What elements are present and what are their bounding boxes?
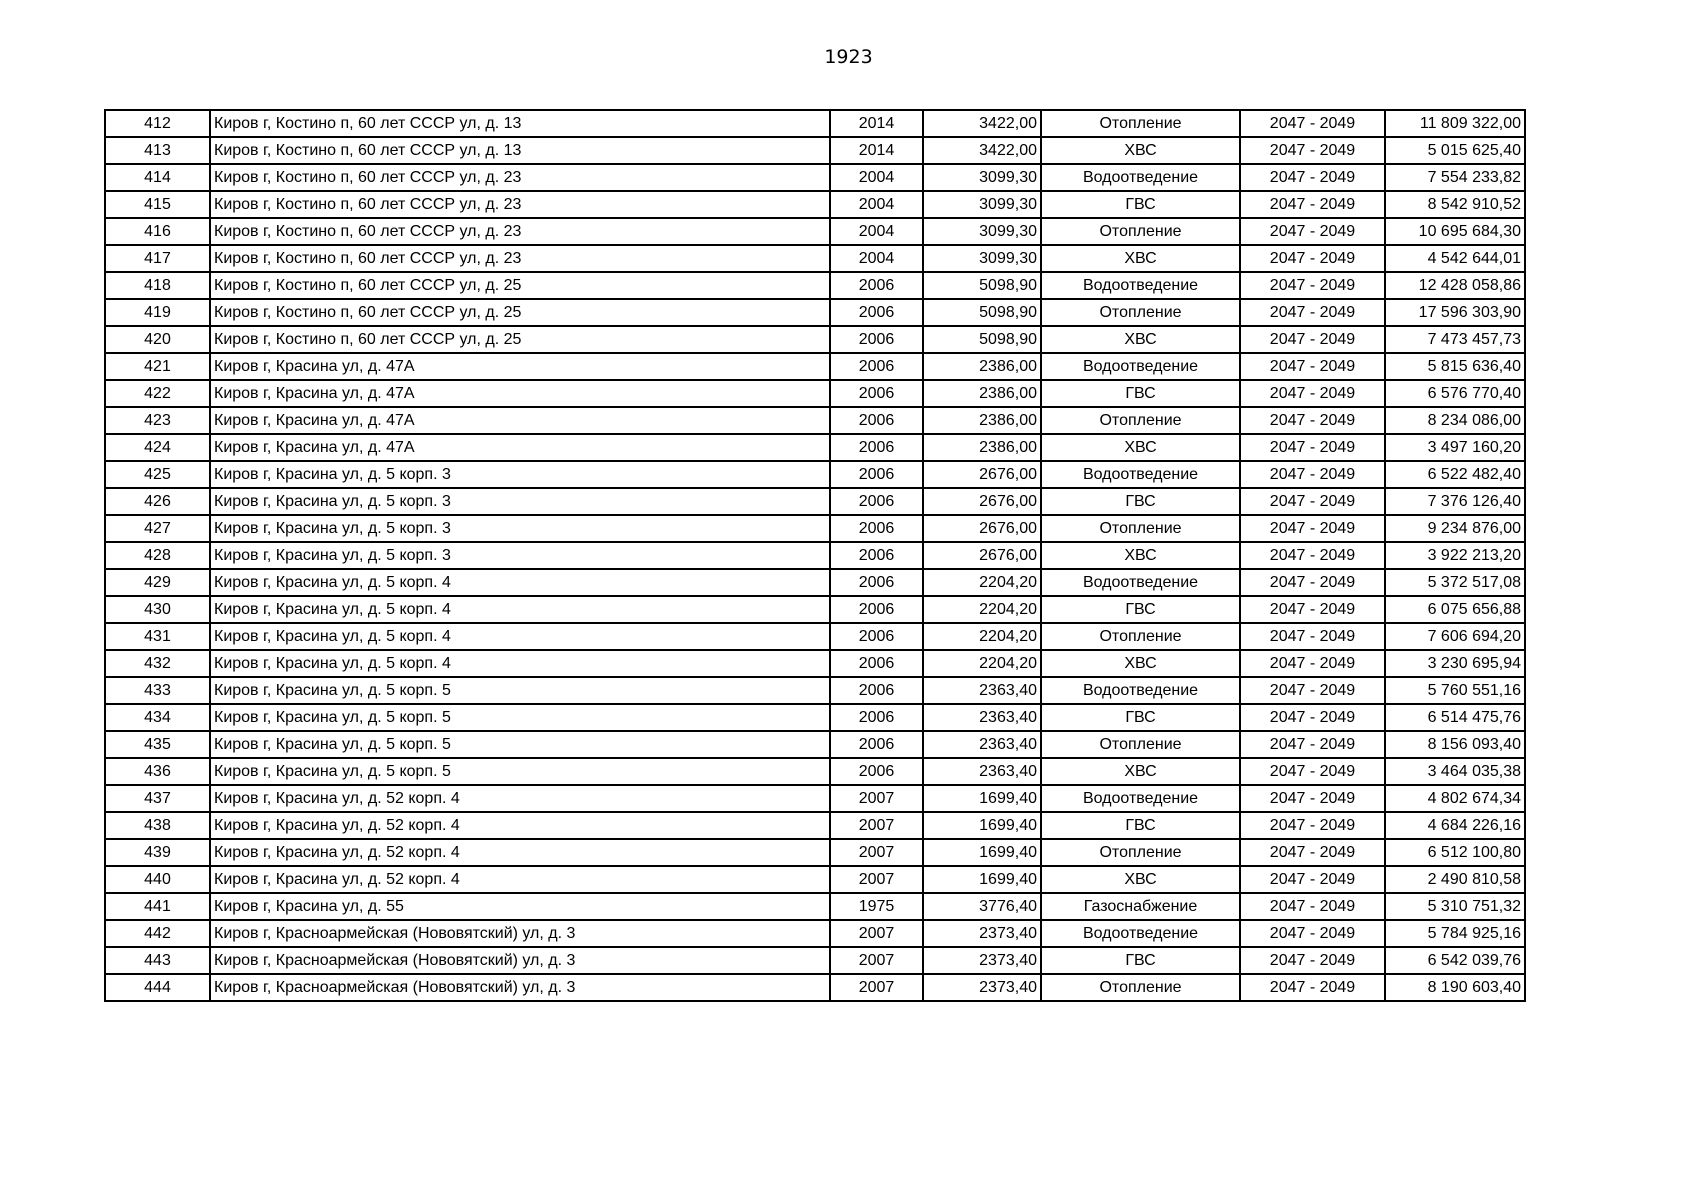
address-cell: Киров г, Красина ул, д. 5 корп. 5 (210, 677, 830, 704)
area-cell: 1699,40 (923, 812, 1041, 839)
area-cell: 2386,00 (923, 380, 1041, 407)
row-number-cell: 429 (105, 569, 210, 596)
amount-cell: 4 542 644,01 (1385, 245, 1525, 272)
period-cell: 2047 - 2049 (1240, 245, 1385, 272)
period-cell: 2047 - 2049 (1240, 434, 1385, 461)
table-row (105, 353, 1525, 380)
year-built-cell: 2006 (830, 488, 923, 515)
table-row (105, 812, 1525, 839)
table-row (105, 245, 1525, 272)
row-number-cell: 422 (105, 380, 210, 407)
address-cell: Киров г, Красина ул, д. 52 корп. 4 (210, 866, 830, 893)
period-cell: 2047 - 2049 (1240, 677, 1385, 704)
address-cell: Киров г, Красина ул, д. 47А (210, 407, 830, 434)
area-cell: 2204,20 (923, 623, 1041, 650)
service-type-cell: ХВС (1041, 137, 1240, 164)
amount-cell: 5 310 751,32 (1385, 893, 1525, 920)
year-built-cell: 2006 (830, 434, 923, 461)
year-built-cell: 2007 (830, 785, 923, 812)
service-type-cell: Водоотведение (1041, 569, 1240, 596)
service-type-cell: ГВС (1041, 704, 1240, 731)
amount-cell: 5 760 551,16 (1385, 677, 1525, 704)
area-cell: 2386,00 (923, 434, 1041, 461)
service-type-cell: Отопление (1041, 974, 1240, 1001)
area-cell: 5098,90 (923, 299, 1041, 326)
service-type-cell: Отопление (1041, 515, 1240, 542)
period-cell: 2047 - 2049 (1240, 866, 1385, 893)
service-type-cell: Водоотведение (1041, 164, 1240, 191)
amount-cell: 10 695 684,30 (1385, 218, 1525, 245)
table-row (105, 110, 1525, 137)
service-type-cell: Отопление (1041, 218, 1240, 245)
service-type-cell: Водоотведение (1041, 272, 1240, 299)
amount-cell: 3 497 160,20 (1385, 434, 1525, 461)
service-type-cell: ГВС (1041, 191, 1240, 218)
amount-cell: 5 815 636,40 (1385, 353, 1525, 380)
address-cell: Киров г, Красина ул, д. 5 корп. 3 (210, 488, 830, 515)
address-cell: Киров г, Костино п, 60 лет СССР ул, д. 23 (210, 245, 830, 272)
period-cell: 2047 - 2049 (1240, 704, 1385, 731)
table-row (105, 515, 1525, 542)
year-built-cell: 2006 (830, 650, 923, 677)
period-cell: 2047 - 2049 (1240, 461, 1385, 488)
amount-cell: 6 576 770,40 (1385, 380, 1525, 407)
row-number-cell: 412 (105, 110, 210, 137)
year-built-cell: 2007 (830, 812, 923, 839)
area-cell: 3422,00 (923, 110, 1041, 137)
year-built-cell: 1975 (830, 893, 923, 920)
year-built-cell: 2004 (830, 218, 923, 245)
amount-cell: 7 473 457,73 (1385, 326, 1525, 353)
amount-cell: 3 230 695,94 (1385, 650, 1525, 677)
address-cell: Киров г, Красина ул, д. 5 корп. 5 (210, 731, 830, 758)
period-cell: 2047 - 2049 (1240, 785, 1385, 812)
table-row (105, 947, 1525, 974)
address-cell: Киров г, Костино п, 60 лет СССР ул, д. 25 (210, 299, 830, 326)
period-cell: 2047 - 2049 (1240, 407, 1385, 434)
table-row (105, 650, 1525, 677)
area-cell: 2204,20 (923, 569, 1041, 596)
service-type-cell: Водоотведение (1041, 353, 1240, 380)
row-number-cell: 421 (105, 353, 210, 380)
amount-cell: 8 234 086,00 (1385, 407, 1525, 434)
table-row (105, 137, 1525, 164)
period-cell: 2047 - 2049 (1240, 299, 1385, 326)
period-cell: 2047 - 2049 (1240, 110, 1385, 137)
service-type-cell: ХВС (1041, 758, 1240, 785)
address-cell: Киров г, Красина ул, д. 5 корп. 5 (210, 758, 830, 785)
address-cell: Киров г, Красина ул, д. 5 корп. 3 (210, 542, 830, 569)
address-cell: Киров г, Костино п, 60 лет СССР ул, д. 23 (210, 218, 830, 245)
table-row (105, 704, 1525, 731)
service-type-cell: Водоотведение (1041, 461, 1240, 488)
period-cell: 2047 - 2049 (1240, 920, 1385, 947)
address-cell: Киров г, Красина ул, д. 5 корп. 4 (210, 623, 830, 650)
row-number-cell: 431 (105, 623, 210, 650)
row-number-cell: 432 (105, 650, 210, 677)
row-number-cell: 442 (105, 920, 210, 947)
amount-cell: 3 922 213,20 (1385, 542, 1525, 569)
period-cell: 2047 - 2049 (1240, 812, 1385, 839)
period-cell: 2047 - 2049 (1240, 272, 1385, 299)
period-cell: 2047 - 2049 (1240, 542, 1385, 569)
year-built-cell: 2006 (830, 569, 923, 596)
year-built-cell: 2006 (830, 407, 923, 434)
amount-cell: 6 075 656,88 (1385, 596, 1525, 623)
row-number-cell: 428 (105, 542, 210, 569)
area-cell: 1699,40 (923, 866, 1041, 893)
amount-cell: 4 684 226,16 (1385, 812, 1525, 839)
area-cell: 2204,20 (923, 650, 1041, 677)
amount-cell: 7 606 694,20 (1385, 623, 1525, 650)
amount-cell: 4 802 674,34 (1385, 785, 1525, 812)
period-cell: 2047 - 2049 (1240, 488, 1385, 515)
amount-cell: 17 596 303,90 (1385, 299, 1525, 326)
service-type-cell: ГВС (1041, 596, 1240, 623)
address-cell: Киров г, Красина ул, д. 5 корп. 4 (210, 650, 830, 677)
year-built-cell: 2006 (830, 596, 923, 623)
area-cell: 1699,40 (923, 785, 1041, 812)
year-built-cell: 2006 (830, 326, 923, 353)
address-cell: Киров г, Красина ул, д. 52 корп. 4 (210, 785, 830, 812)
area-cell: 3422,00 (923, 137, 1041, 164)
table-row (105, 785, 1525, 812)
table-row (105, 164, 1525, 191)
year-built-cell: 2006 (830, 272, 923, 299)
table-row (105, 866, 1525, 893)
service-type-cell: ХВС (1041, 245, 1240, 272)
service-type-cell: Отопление (1041, 839, 1240, 866)
year-built-cell: 2007 (830, 947, 923, 974)
period-cell: 2047 - 2049 (1240, 596, 1385, 623)
area-cell: 2363,40 (923, 758, 1041, 785)
table-row (105, 380, 1525, 407)
year-built-cell: 2004 (830, 191, 923, 218)
address-cell: Киров г, Костино п, 60 лет СССР ул, д. 13 (210, 137, 830, 164)
row-number-cell: 430 (105, 596, 210, 623)
row-number-cell: 427 (105, 515, 210, 542)
period-cell: 2047 - 2049 (1240, 623, 1385, 650)
amount-cell: 7 376 126,40 (1385, 488, 1525, 515)
address-cell: Киров г, Красина ул, д. 5 корп. 4 (210, 596, 830, 623)
address-cell: Киров г, Красина ул, д. 47А (210, 434, 830, 461)
area-cell: 2363,40 (923, 731, 1041, 758)
row-number-cell: 423 (105, 407, 210, 434)
service-type-cell: ХВС (1041, 866, 1240, 893)
table-row (105, 731, 1525, 758)
table-row (105, 218, 1525, 245)
year-built-cell: 2006 (830, 380, 923, 407)
row-number-cell: 437 (105, 785, 210, 812)
row-number-cell: 418 (105, 272, 210, 299)
period-cell: 2047 - 2049 (1240, 731, 1385, 758)
year-built-cell: 2014 (830, 110, 923, 137)
service-type-cell: Водоотведение (1041, 920, 1240, 947)
amount-cell: 6 522 482,40 (1385, 461, 1525, 488)
year-built-cell: 2007 (830, 974, 923, 1001)
row-number-cell: 441 (105, 893, 210, 920)
area-cell: 2373,40 (923, 974, 1041, 1001)
table-row (105, 407, 1525, 434)
row-number-cell: 434 (105, 704, 210, 731)
year-built-cell: 2006 (830, 299, 923, 326)
address-cell: Киров г, Красина ул, д. 5 корп. 3 (210, 461, 830, 488)
amount-cell: 5 372 517,08 (1385, 569, 1525, 596)
row-number-cell: 424 (105, 434, 210, 461)
table-row (105, 839, 1525, 866)
amount-cell: 12 428 058,86 (1385, 272, 1525, 299)
period-cell: 2047 - 2049 (1240, 650, 1385, 677)
period-cell: 2047 - 2049 (1240, 839, 1385, 866)
registry-table (104, 109, 1526, 1002)
row-number-cell: 439 (105, 839, 210, 866)
area-cell: 2676,00 (923, 542, 1041, 569)
service-type-cell: ГВС (1041, 488, 1240, 515)
area-cell: 3099,30 (923, 191, 1041, 218)
area-cell: 2676,00 (923, 488, 1041, 515)
address-cell: Киров г, Костино п, 60 лет СССР ул, д. 23 (210, 164, 830, 191)
year-built-cell: 2007 (830, 839, 923, 866)
period-cell: 2047 - 2049 (1240, 353, 1385, 380)
row-number-cell: 444 (105, 974, 210, 1001)
year-built-cell: 2007 (830, 866, 923, 893)
area-cell: 2204,20 (923, 596, 1041, 623)
address-cell: Киров г, Красина ул, д. 52 корп. 4 (210, 812, 830, 839)
amount-cell: 9 234 876,00 (1385, 515, 1525, 542)
amount-cell: 8 542 910,52 (1385, 191, 1525, 218)
table-row (105, 272, 1525, 299)
address-cell: Киров г, Красноармейская (Нововятский) ул, д. 3 (210, 920, 830, 947)
year-built-cell: 2006 (830, 677, 923, 704)
table-row (105, 569, 1525, 596)
service-type-cell: Отопление (1041, 110, 1240, 137)
area-cell: 2363,40 (923, 704, 1041, 731)
period-cell: 2047 - 2049 (1240, 326, 1385, 353)
table-row (105, 461, 1525, 488)
address-cell: Киров г, Красина ул, д. 5 корп. 5 (210, 704, 830, 731)
amount-cell: 6 542 039,76 (1385, 947, 1525, 974)
row-number-cell: 420 (105, 326, 210, 353)
year-built-cell: 2006 (830, 542, 923, 569)
service-type-cell: ГВС (1041, 812, 1240, 839)
row-number-cell: 419 (105, 299, 210, 326)
address-cell: Киров г, Красина ул, д. 52 корп. 4 (210, 839, 830, 866)
service-type-cell: ХВС (1041, 542, 1240, 569)
address-cell: Киров г, Красина ул, д. 5 корп. 3 (210, 515, 830, 542)
page-number: 1923 (824, 46, 873, 68)
area-cell: 2363,40 (923, 677, 1041, 704)
amount-cell: 11 809 322,00 (1385, 110, 1525, 137)
address-cell: Киров г, Красноармейская (Нововятский) ул, д. 3 (210, 974, 830, 1001)
area-cell: 2676,00 (923, 461, 1041, 488)
service-type-cell: ХВС (1041, 650, 1240, 677)
address-cell: Киров г, Красина ул, д. 47А (210, 353, 830, 380)
period-cell: 2047 - 2049 (1240, 758, 1385, 785)
year-built-cell: 2004 (830, 164, 923, 191)
period-cell: 2047 - 2049 (1240, 380, 1385, 407)
period-cell: 2047 - 2049 (1240, 974, 1385, 1001)
row-number-cell: 414 (105, 164, 210, 191)
row-number-cell: 417 (105, 245, 210, 272)
amount-cell: 5 784 925,16 (1385, 920, 1525, 947)
row-number-cell: 413 (105, 137, 210, 164)
service-type-cell: Отопление (1041, 623, 1240, 650)
area-cell: 5098,90 (923, 272, 1041, 299)
address-cell: Киров г, Красина ул, д. 55 (210, 893, 830, 920)
row-number-cell: 415 (105, 191, 210, 218)
row-number-cell: 440 (105, 866, 210, 893)
table-row (105, 677, 1525, 704)
address-cell: Киров г, Костино п, 60 лет СССР ул, д. 25 (210, 272, 830, 299)
year-built-cell: 2014 (830, 137, 923, 164)
service-type-cell: Водоотведение (1041, 785, 1240, 812)
year-built-cell: 2006 (830, 461, 923, 488)
year-built-cell: 2006 (830, 515, 923, 542)
address-cell: Киров г, Костино п, 60 лет СССР ул, д. 23 (210, 191, 830, 218)
year-built-cell: 2006 (830, 353, 923, 380)
row-number-cell: 438 (105, 812, 210, 839)
year-built-cell: 2004 (830, 245, 923, 272)
period-cell: 2047 - 2049 (1240, 164, 1385, 191)
period-cell: 2047 - 2049 (1240, 137, 1385, 164)
service-type-cell: ГВС (1041, 380, 1240, 407)
amount-cell: 6 512 100,80 (1385, 839, 1525, 866)
amount-cell: 3 464 035,38 (1385, 758, 1525, 785)
area-cell: 2386,00 (923, 353, 1041, 380)
period-cell: 2047 - 2049 (1240, 191, 1385, 218)
table-row (105, 434, 1525, 461)
service-type-cell: ХВС (1041, 434, 1240, 461)
year-built-cell: 2006 (830, 758, 923, 785)
address-cell: Киров г, Красноармейская (Нововятский) ул, д. 3 (210, 947, 830, 974)
row-number-cell: 425 (105, 461, 210, 488)
period-cell: 2047 - 2049 (1240, 893, 1385, 920)
table-row (105, 326, 1525, 353)
table-row (105, 893, 1525, 920)
service-type-cell: Отопление (1041, 299, 1240, 326)
service-type-cell: Отопление (1041, 731, 1240, 758)
amount-cell: 2 490 810,58 (1385, 866, 1525, 893)
year-built-cell: 2007 (830, 920, 923, 947)
amount-cell: 7 554 233,82 (1385, 164, 1525, 191)
table-row (105, 191, 1525, 218)
area-cell: 3099,30 (923, 218, 1041, 245)
address-cell: Киров г, Костино п, 60 лет СССР ул, д. 25 (210, 326, 830, 353)
service-type-cell: ГВС (1041, 947, 1240, 974)
area-cell: 1699,40 (923, 839, 1041, 866)
area-cell: 2373,40 (923, 947, 1041, 974)
year-built-cell: 2006 (830, 704, 923, 731)
amount-cell: 8 156 093,40 (1385, 731, 1525, 758)
period-cell: 2047 - 2049 (1240, 218, 1385, 245)
amount-cell: 6 514 475,76 (1385, 704, 1525, 731)
service-type-cell: Газоснабжение (1041, 893, 1240, 920)
address-cell: Киров г, Красина ул, д. 47А (210, 380, 830, 407)
period-cell: 2047 - 2049 (1240, 569, 1385, 596)
area-cell: 2676,00 (923, 515, 1041, 542)
service-type-cell: Отопление (1041, 407, 1240, 434)
area-cell: 3776,40 (923, 893, 1041, 920)
area-cell: 5098,90 (923, 326, 1041, 353)
service-type-cell: Водоотведение (1041, 677, 1240, 704)
row-number-cell: 443 (105, 947, 210, 974)
area-cell: 3099,30 (923, 245, 1041, 272)
row-number-cell: 426 (105, 488, 210, 515)
service-type-cell: ХВС (1041, 326, 1240, 353)
area-cell: 2373,40 (923, 920, 1041, 947)
address-cell: Киров г, Костино п, 60 лет СССР ул, д. 13 (210, 110, 830, 137)
period-cell: 2047 - 2049 (1240, 515, 1385, 542)
year-built-cell: 2006 (830, 623, 923, 650)
area-cell: 3099,30 (923, 164, 1041, 191)
table-row (105, 596, 1525, 623)
table-row (105, 299, 1525, 326)
table-row (105, 623, 1525, 650)
table-row (105, 758, 1525, 785)
row-number-cell: 435 (105, 731, 210, 758)
table-row (105, 488, 1525, 515)
amount-cell: 8 190 603,40 (1385, 974, 1525, 1001)
row-number-cell: 436 (105, 758, 210, 785)
table-body (105, 110, 1525, 1001)
year-built-cell: 2006 (830, 731, 923, 758)
address-cell: Киров г, Красина ул, д. 5 корп. 4 (210, 569, 830, 596)
table-row (105, 920, 1525, 947)
period-cell: 2047 - 2049 (1240, 947, 1385, 974)
row-number-cell: 433 (105, 677, 210, 704)
amount-cell: 5 015 625,40 (1385, 137, 1525, 164)
table-row (105, 542, 1525, 569)
area-cell: 2386,00 (923, 407, 1041, 434)
row-number-cell: 416 (105, 218, 210, 245)
table-row (105, 974, 1525, 1001)
